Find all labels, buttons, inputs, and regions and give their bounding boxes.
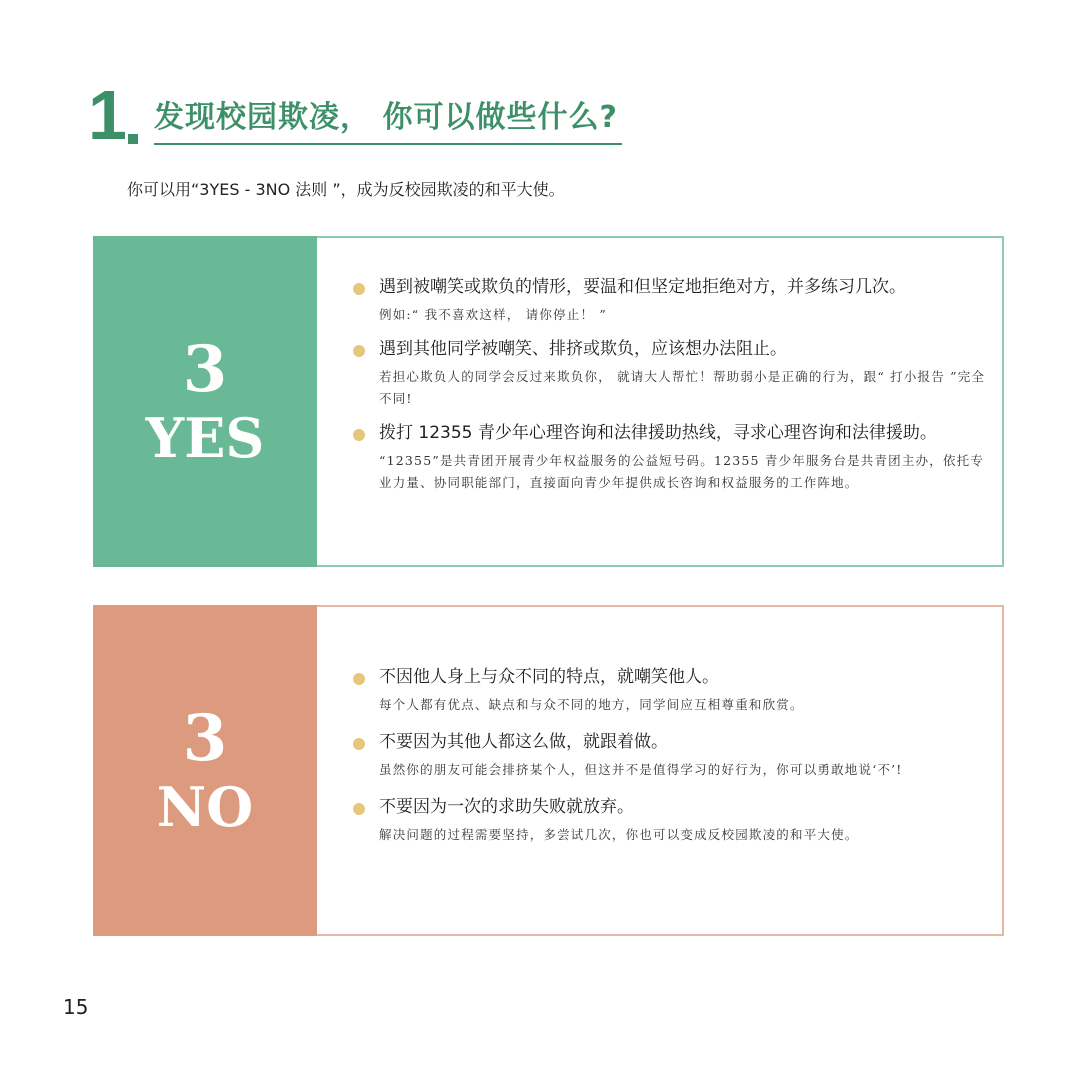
section-number-dot xyxy=(128,134,138,144)
yes-item-list xyxy=(353,274,986,494)
item-headline: 拨打 12355 青少年心理咨询和法律援助热线，寻求心理咨询和法律援助。 xyxy=(379,423,937,443)
section-number: 1 xyxy=(88,76,127,154)
list-item xyxy=(353,420,985,494)
no-label-block xyxy=(93,605,317,936)
item-headline: 不要因为其他人都这么做，就跟着做。 xyxy=(379,732,668,752)
bullet-dot-icon xyxy=(353,429,365,441)
no-label-word: NO xyxy=(156,774,254,839)
item-detail: 虽然你的朋友可能会排挤某个人，但这并不是值得学习的好行为，你可以勇敢地说‘不’! xyxy=(379,762,903,777)
bullet-dot-icon xyxy=(353,738,365,750)
no-label-number: 3 xyxy=(182,700,228,776)
no-item-list xyxy=(353,664,982,846)
item-detail: 若担心欺负人的同学会反过来欺负你， 就请大人帮忙！帮助弱小是正确的行为，跟“ 打小报告 ”完全不同! xyxy=(379,369,986,406)
intro-text: 你可以用“3YES - 3NO 法则 ”，成为反校园欺凌的和平大使。 xyxy=(127,180,565,199)
bullet-dot-icon xyxy=(353,345,365,357)
yes-label-number: 3 xyxy=(182,331,228,407)
bullet-dot-icon xyxy=(353,673,365,685)
item-detail: 每个人都有优点、缺点和与众不同的地方，同学间应互相尊重和欣赏。 xyxy=(379,697,804,712)
item-detail: “12355”是共青团开展青少年权益服务的公益短号码。12355 青少年服务台是共青团主办，依托专业力量、协同职能部门，直接面向青少年提供成长咨询和权益服务的工作阵地。 xyxy=(379,453,985,490)
item-detail: 解决问题的过程需要坚持，多尝试几次，你也可以变成反校园欺凌的和平大使。 xyxy=(379,827,859,842)
item-detail: 例如:“ 我不喜欢这样， 请你停止！ ” xyxy=(379,307,607,322)
item-headline: 不要因为一次的求助失败就放弃。 xyxy=(379,797,634,817)
bullet-dot-icon xyxy=(353,283,365,295)
bullet-dot-icon xyxy=(353,803,365,815)
yes-label-block xyxy=(93,236,317,567)
list-item xyxy=(353,729,982,781)
page-number: 15 xyxy=(63,995,89,1019)
list-item xyxy=(353,336,986,410)
list-item xyxy=(353,794,982,846)
title-underline xyxy=(154,143,622,145)
list-item xyxy=(353,274,982,326)
no-panel xyxy=(93,605,1004,936)
list-item xyxy=(353,664,982,716)
item-headline: 遇到其他同学被嘲笑、排挤或欺负，应该想办法阻止。 xyxy=(379,339,787,359)
yes-panel xyxy=(93,236,1004,567)
item-headline: 遇到被嘲笑或欺负的情形，要温和但坚定地拒绝对方，并多练习几次。 xyxy=(379,277,906,297)
yes-label-word: YES xyxy=(145,405,265,470)
item-headline: 不因他人身上与众不同的特点，就嘲笑他人。 xyxy=(379,667,719,687)
page-title: 发现校园欺凌， 你可以做些什么? xyxy=(154,100,618,135)
